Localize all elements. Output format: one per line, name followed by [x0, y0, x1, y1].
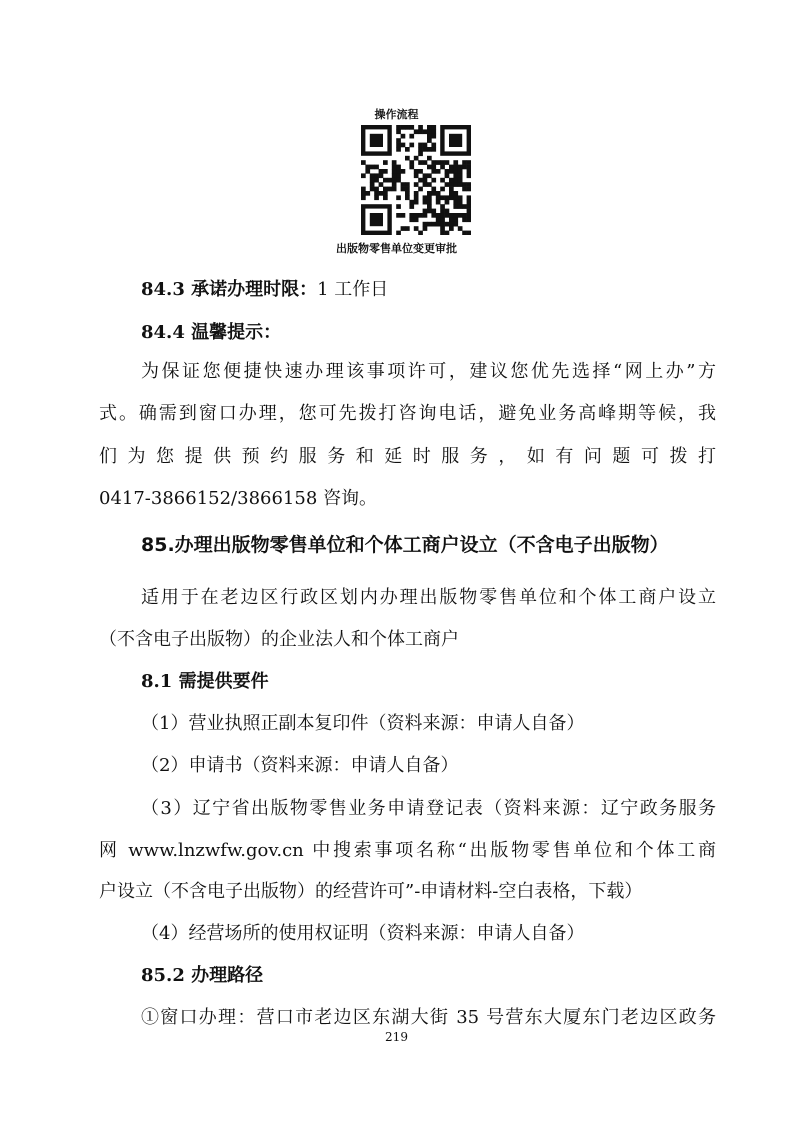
item-4: （4）经营场所的使用权证明（资料来源：申请人自备）	[141, 923, 585, 944]
qr-code	[361, 125, 471, 235]
tips-line-4: 0417-3866152/3866158 咨询。	[99, 488, 378, 509]
intro-line-2: （不含电子出版物）的企业法人和个体工商户	[99, 629, 459, 650]
section-84-4-heading: 84.4 温馨提示：	[141, 322, 282, 343]
intro-line-1: 适用于在老边区行政区划内办理出版物零售单位和个体工商户设立	[141, 587, 716, 608]
tips-line-2: 式。确需到窗口办理，您可先拨打咨询电话，避免业务高峰期等候，我	[99, 403, 716, 424]
page-number: 219	[385, 1030, 408, 1044]
section-84-3-label: 84.3 承诺办理时限：	[141, 279, 318, 300]
path-line-1: ①窗口办理：营口市老边区东湖大街 35 号营东大厦东门老边区政务	[141, 1007, 716, 1028]
section-8-1-heading: 8.1 需提供要件	[141, 671, 269, 692]
section-84-3-value: 1 工作日	[317, 279, 389, 300]
item-3-line-1: （3）辽宁省出版物零售业务申请登记表（资料来源：辽宁政务服务	[141, 798, 716, 819]
item-2: （2）申请书（资料来源：申请人自备）	[141, 755, 459, 776]
item-3-line-3: 户设立（不含电子出版物）的经营许可”-申请材料-空白表格，下载）	[99, 881, 643, 902]
section-85-2-heading: 85.2 办理路径	[141, 965, 264, 986]
section-85-title: 85.办理出版物零售单位和个体工商户设立（不含电子出版物）	[141, 534, 669, 556]
item-3-line-2: 网 www.lnzwfw.gov.cn 中搜索事项名称“出版物零售单位和个体工商	[99, 840, 716, 861]
tips-line-3: 们为您提供预约服务和延时服务，如有问题可拨打	[99, 446, 716, 467]
section-84-3	[141, 275, 388, 301]
qr-title: 操作流程	[374, 108, 419, 121]
qr-caption: 出版物零售单位变更审批	[336, 242, 457, 255]
item-1: （1）营业执照正副本复印件（资料来源：申请人自备）	[141, 713, 585, 734]
tips-line-1: 为保证您便捷快速办理该事项许可，建议您优先选择“网上办”方	[141, 361, 716, 382]
